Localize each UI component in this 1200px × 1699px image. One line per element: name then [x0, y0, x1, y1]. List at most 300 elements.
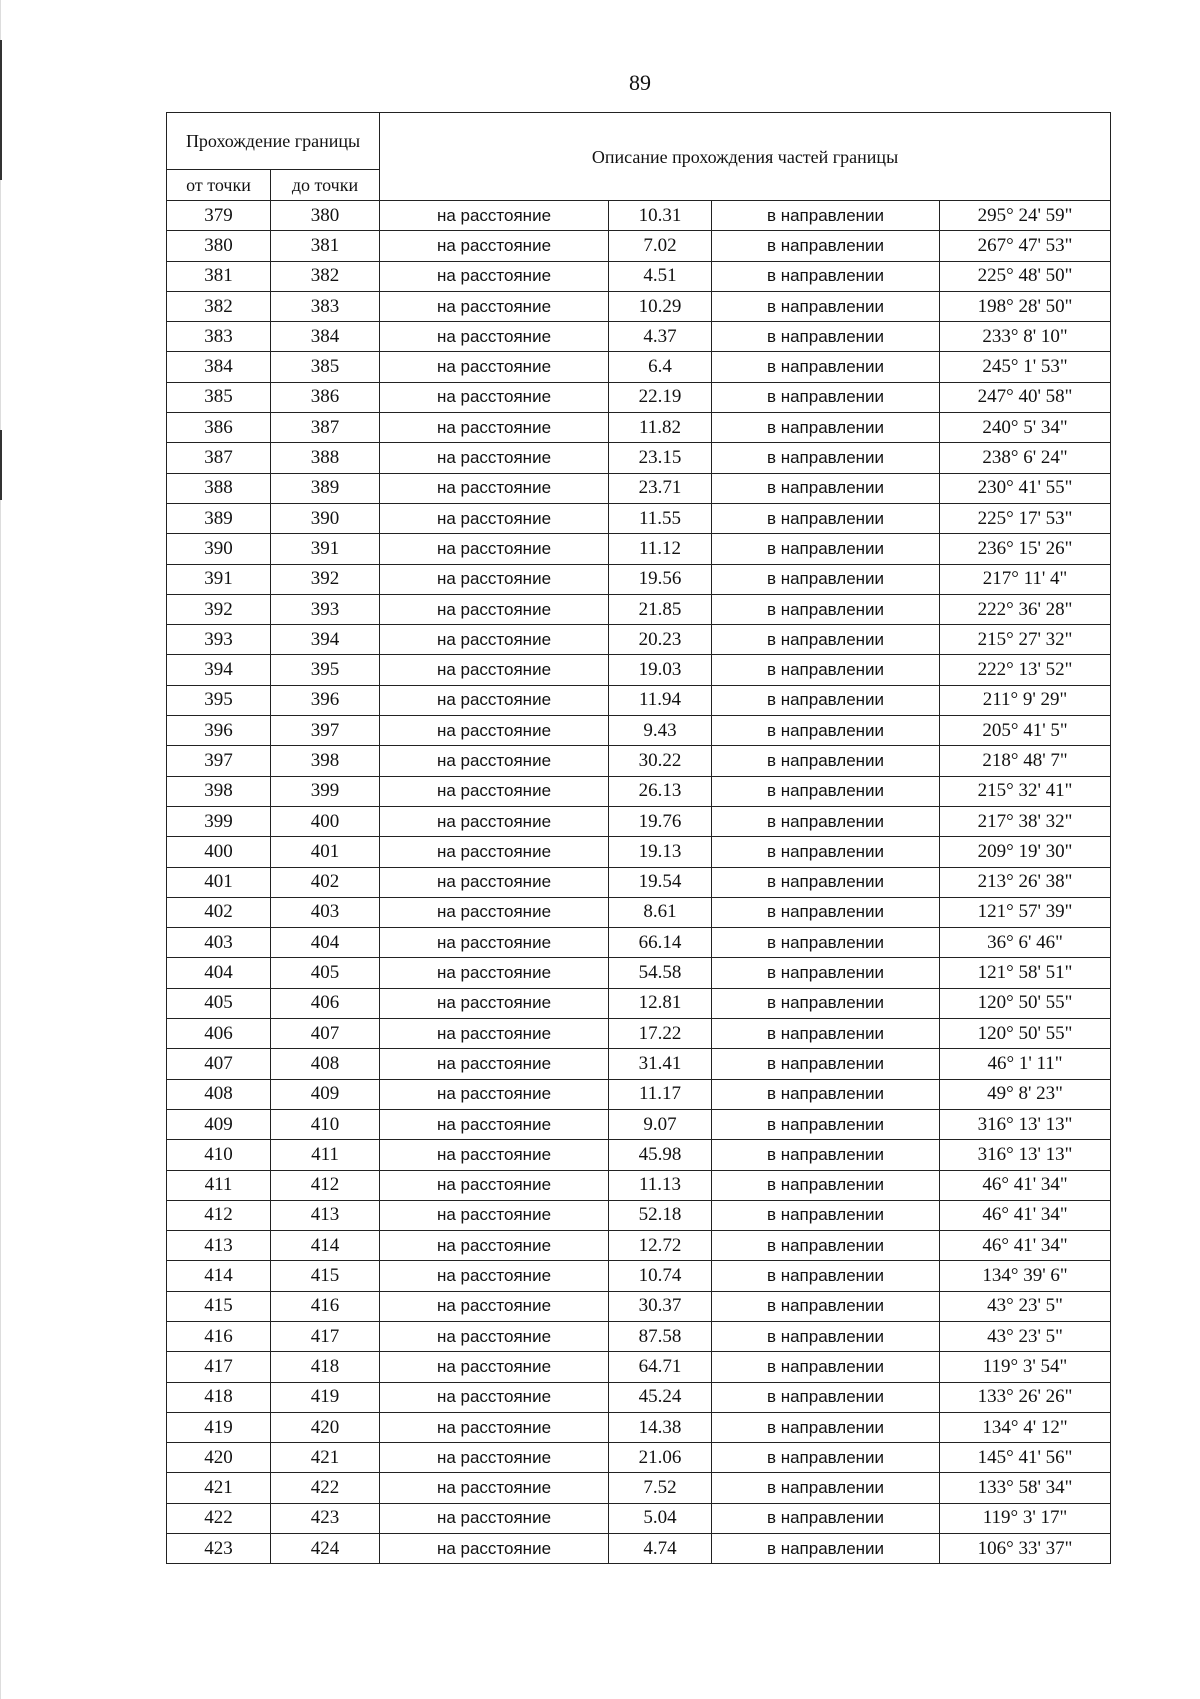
from-point-cell: 403 [167, 928, 271, 958]
direction-value-cell: 233° 8' 10" [940, 322, 1111, 352]
direction-label-cell: в направлении [712, 1049, 940, 1079]
table-row [167, 352, 1111, 382]
distance-value-cell: 23.15 [609, 443, 712, 473]
direction-value-cell: 217° 38' 32" [940, 806, 1111, 836]
to-point-cell: 380 [271, 201, 380, 231]
from-point-cell: 407 [167, 1049, 271, 1079]
distance-value-cell: 17.22 [609, 1019, 712, 1049]
direction-value-cell: 43° 23' 5" [940, 1291, 1111, 1321]
to-point-cell: 401 [271, 837, 380, 867]
distance-value-cell: 6.4 [609, 352, 712, 382]
to-point-cell: 396 [271, 685, 380, 715]
from-point-cell: 409 [167, 1109, 271, 1139]
direction-label-cell: в направлении [712, 1473, 940, 1503]
to-point-cell: 392 [271, 564, 380, 594]
distance-label-cell: на расстояние [380, 897, 609, 927]
table-row [167, 231, 1111, 261]
distance-value-cell: 26.13 [609, 776, 712, 806]
distance-value-cell: 30.37 [609, 1291, 712, 1321]
from-point-cell: 416 [167, 1321, 271, 1351]
from-point-cell: 382 [167, 291, 271, 321]
distance-value-cell: 10.74 [609, 1261, 712, 1291]
direction-label-cell: в направлении [712, 261, 940, 291]
table-row [167, 443, 1111, 473]
from-point-cell: 420 [167, 1443, 271, 1473]
distance-label-cell: на расстояние [380, 867, 609, 897]
distance-label-cell: на расстояние [380, 1321, 609, 1351]
distance-label-cell: на расстояние [380, 1109, 609, 1139]
direction-value-cell: 120° 50' 55" [940, 988, 1111, 1018]
distance-value-cell: 19.03 [609, 655, 712, 685]
distance-label-cell: на расстояние [380, 261, 609, 291]
distance-value-cell: 11.12 [609, 534, 712, 564]
from-point-cell: 385 [167, 382, 271, 412]
distance-value-cell: 19.56 [609, 564, 712, 594]
distance-value-cell: 20.23 [609, 625, 712, 655]
direction-value-cell: 222° 36' 28" [940, 594, 1111, 624]
distance-label-cell: на расстояние [380, 1443, 609, 1473]
from-point-cell: 401 [167, 867, 271, 897]
direction-value-cell: 247° 40' 58" [940, 382, 1111, 412]
table-row [167, 1200, 1111, 1230]
from-point-cell: 404 [167, 958, 271, 988]
to-point-cell: 411 [271, 1140, 380, 1170]
page-number: 89 [629, 70, 651, 95]
direction-label-cell: в направлении [712, 1170, 940, 1200]
distance-label-cell: на расстояние [380, 291, 609, 321]
direction-value-cell: 46° 41' 34" [940, 1231, 1111, 1261]
table-row [167, 776, 1111, 806]
table-row [167, 928, 1111, 958]
to-point-cell: 403 [271, 897, 380, 927]
direction-value-cell: 225° 17' 53" [940, 503, 1111, 533]
direction-value-cell: 209° 19' 30" [940, 837, 1111, 867]
table-row [167, 746, 1111, 776]
direction-label-cell: в направлении [712, 1503, 940, 1533]
distance-value-cell: 10.31 [609, 201, 712, 231]
distance-value-cell: 31.41 [609, 1049, 712, 1079]
direction-label-cell: в направлении [712, 473, 940, 503]
distance-value-cell: 9.43 [609, 716, 712, 746]
direction-label-cell: в направлении [712, 564, 940, 594]
to-point-cell: 382 [271, 261, 380, 291]
table-row [167, 897, 1111, 927]
from-point-cell: 418 [167, 1382, 271, 1412]
direction-label-cell: в направлении [712, 988, 940, 1018]
direction-label-cell: в направлении [712, 1109, 940, 1139]
table-row [167, 291, 1111, 321]
distance-value-cell: 52.18 [609, 1200, 712, 1230]
direction-value-cell: 133° 26' 26" [940, 1382, 1111, 1412]
to-point-cell: 384 [271, 322, 380, 352]
from-point-cell: 400 [167, 837, 271, 867]
direction-value-cell: 215° 27' 32" [940, 625, 1111, 655]
table-row [167, 716, 1111, 746]
direction-label-cell: в направлении [712, 746, 940, 776]
table-row [167, 382, 1111, 412]
distance-label-cell: на расстояние [380, 322, 609, 352]
from-point-cell: 389 [167, 503, 271, 533]
table-row [167, 655, 1111, 685]
table-row [167, 322, 1111, 352]
table-row [167, 1443, 1111, 1473]
distance-label-cell: на расстояние [380, 1352, 609, 1382]
direction-label-cell: в направлении [712, 231, 940, 261]
distance-label-cell: на расстояние [380, 352, 609, 382]
to-point-cell: 381 [271, 231, 380, 261]
from-point-cell: 415 [167, 1291, 271, 1321]
to-point-cell: 424 [271, 1534, 380, 1564]
to-point-cell: 393 [271, 594, 380, 624]
distance-value-cell: 10.29 [609, 291, 712, 321]
to-point-cell: 413 [271, 1200, 380, 1230]
direction-label-cell: в направлении [712, 897, 940, 927]
from-point-cell: 394 [167, 655, 271, 685]
table-row [167, 1412, 1111, 1442]
direction-value-cell: 316° 13' 13" [940, 1109, 1111, 1139]
table-row [167, 625, 1111, 655]
to-point-cell: 405 [271, 958, 380, 988]
table-row [167, 1534, 1111, 1564]
distance-value-cell: 11.82 [609, 413, 712, 443]
distance-label-cell: на расстояние [380, 716, 609, 746]
distance-value-cell: 11.13 [609, 1170, 712, 1200]
distance-label-cell: на расстояние [380, 1503, 609, 1533]
direction-label-cell: в направлении [712, 958, 940, 988]
distance-value-cell: 12.72 [609, 1231, 712, 1261]
direction-value-cell: 205° 41' 5" [940, 716, 1111, 746]
to-point-cell: 391 [271, 534, 380, 564]
table-row [167, 1049, 1111, 1079]
to-point-cell: 412 [271, 1170, 380, 1200]
direction-value-cell: 215° 32' 41" [940, 776, 1111, 806]
distance-value-cell: 87.58 [609, 1321, 712, 1351]
description-header: Описание прохождения частей границы [380, 113, 1111, 201]
scan-edge-mark [0, 40, 2, 180]
direction-label-cell: в направлении [712, 1261, 940, 1291]
distance-label-cell: на расстояние [380, 503, 609, 533]
distance-value-cell: 22.19 [609, 382, 712, 412]
from-point-cell: 402 [167, 897, 271, 927]
table-row [167, 1352, 1111, 1382]
to-point-cell: 385 [271, 352, 380, 382]
distance-value-cell: 54.58 [609, 958, 712, 988]
to-point-cell: 416 [271, 1291, 380, 1321]
direction-label-cell: в направлении [712, 1534, 940, 1564]
distance-value-cell: 64.71 [609, 1352, 712, 1382]
table-row [167, 1321, 1111, 1351]
direction-label-cell: в направлении [712, 1231, 940, 1261]
from-point-cell: 387 [167, 443, 271, 473]
distance-label-cell: на расстояние [380, 1382, 609, 1412]
direction-value-cell: 198° 28' 50" [940, 291, 1111, 321]
to-point-cell: 395 [271, 655, 380, 685]
distance-label-cell: на расстояние [380, 1079, 609, 1109]
direction-label-cell: в направлении [712, 1291, 940, 1321]
direction-label-cell: в направлении [712, 594, 940, 624]
distance-label-cell: на расстояние [380, 1200, 609, 1230]
table-row [167, 1109, 1111, 1139]
table-row [167, 594, 1111, 624]
from-point-cell: 417 [167, 1352, 271, 1382]
distance-label-cell: на расстояние [380, 988, 609, 1018]
direction-value-cell: 43° 23' 5" [940, 1321, 1111, 1351]
to-point-cell: 388 [271, 443, 380, 473]
from-point-cell: 411 [167, 1170, 271, 1200]
direction-value-cell: 222° 13' 52" [940, 655, 1111, 685]
to-point-cell: 404 [271, 928, 380, 958]
direction-value-cell: 145° 41' 56" [940, 1443, 1111, 1473]
direction-label-cell: в направлении [712, 534, 940, 564]
from-point-cell: 381 [167, 261, 271, 291]
direction-value-cell: 120° 50' 55" [940, 1019, 1111, 1049]
direction-label-cell: в направлении [712, 1321, 940, 1351]
table-row [167, 1473, 1111, 1503]
to-point-cell: 418 [271, 1352, 380, 1382]
distance-label-cell: на расстояние [380, 685, 609, 715]
direction-label-cell: в направлении [712, 382, 940, 412]
boundary-table [166, 112, 1111, 1564]
distance-label-cell: на расстояние [380, 413, 609, 443]
distance-label-cell: на расстояние [380, 928, 609, 958]
direction-value-cell: 134° 4' 12" [940, 1412, 1111, 1442]
distance-label-cell: на расстояние [380, 746, 609, 776]
distance-value-cell: 19.13 [609, 837, 712, 867]
direction-label-cell: в направлении [712, 322, 940, 352]
distance-label-cell: на расстояние [380, 1473, 609, 1503]
table-row [167, 837, 1111, 867]
from-point-cell: 393 [167, 625, 271, 655]
direction-label-cell: в направлении [712, 443, 940, 473]
distance-value-cell: 9.07 [609, 1109, 712, 1139]
distance-value-cell: 11.55 [609, 503, 712, 533]
distance-value-cell: 8.61 [609, 897, 712, 927]
from-point-cell: 405 [167, 988, 271, 1018]
from-point-cell: 386 [167, 413, 271, 443]
direction-value-cell: 36° 6' 46" [940, 928, 1111, 958]
from-point-cell: 414 [167, 1261, 271, 1291]
table-row [167, 261, 1111, 291]
direction-value-cell: 49° 8' 23" [940, 1079, 1111, 1109]
direction-label-cell: в направлении [712, 867, 940, 897]
distance-value-cell: 11.94 [609, 685, 712, 715]
to-point-cell: 383 [271, 291, 380, 321]
direction-label-cell: в направлении [712, 1352, 940, 1382]
direction-value-cell: 217° 11' 4" [940, 564, 1111, 594]
to-point-cell: 410 [271, 1109, 380, 1139]
table-row [167, 806, 1111, 836]
distance-label-cell: на расстояние [380, 382, 609, 412]
table-row [167, 958, 1111, 988]
direction-value-cell: 240° 5' 34" [940, 413, 1111, 443]
distance-label-cell: на расстояние [380, 473, 609, 503]
direction-value-cell: 119° 3' 17" [940, 1503, 1111, 1533]
to-point-cell: 402 [271, 867, 380, 897]
to-point-cell: 387 [271, 413, 380, 443]
distance-label-cell: на расстояние [380, 1412, 609, 1442]
direction-label-cell: в направлении [712, 1443, 940, 1473]
from-point-cell: 380 [167, 231, 271, 261]
direction-value-cell: 211° 9' 29" [940, 685, 1111, 715]
distance-label-cell: на расстояние [380, 806, 609, 836]
from-point-cell: 406 [167, 1019, 271, 1049]
scan-edge-mark [0, 430, 2, 500]
table-row [167, 988, 1111, 1018]
from-point-cell: 383 [167, 322, 271, 352]
direction-label-cell: в направлении [712, 291, 940, 321]
to-point-cell: 415 [271, 1261, 380, 1291]
from-point-cell: 398 [167, 776, 271, 806]
table-row [167, 1503, 1111, 1533]
distance-value-cell: 19.76 [609, 806, 712, 836]
distance-value-cell: 23.71 [609, 473, 712, 503]
direction-label-cell: в направлении [712, 716, 940, 746]
scan-edge-mark [0, 0, 1, 1699]
direction-value-cell: 213° 26' 38" [940, 867, 1111, 897]
direction-label-cell: в направлении [712, 413, 940, 443]
distance-value-cell: 66.14 [609, 928, 712, 958]
to-point-cell: 406 [271, 988, 380, 1018]
distance-value-cell: 11.17 [609, 1079, 712, 1109]
table-row [167, 201, 1111, 231]
distance-label-cell: на расстояние [380, 443, 609, 473]
table-header [167, 113, 1111, 201]
distance-label-cell: на расстояние [380, 1049, 609, 1079]
table-row [167, 1019, 1111, 1049]
table-row [167, 413, 1111, 443]
to-point-cell: 421 [271, 1443, 380, 1473]
direction-value-cell: 230° 41' 55" [940, 473, 1111, 503]
direction-label-cell: в направлении [712, 1019, 940, 1049]
direction-label-cell: в направлении [712, 1079, 940, 1109]
distance-value-cell: 45.98 [609, 1140, 712, 1170]
direction-label-cell: в направлении [712, 1412, 940, 1442]
to-point-cell: 400 [271, 806, 380, 836]
table-row [167, 1140, 1111, 1170]
to-point-cell: 399 [271, 776, 380, 806]
table-row [167, 1231, 1111, 1261]
direction-value-cell: 238° 6' 24" [940, 443, 1111, 473]
distance-label-cell: на расстояние [380, 776, 609, 806]
direction-label-cell: в направлении [712, 928, 940, 958]
distance-value-cell: 5.04 [609, 1503, 712, 1533]
to-point-cell: 390 [271, 503, 380, 533]
table-row [167, 534, 1111, 564]
direction-value-cell: 218° 48' 7" [940, 746, 1111, 776]
direction-value-cell: 316° 13' 13" [940, 1140, 1111, 1170]
from-point-cell: 391 [167, 564, 271, 594]
from-point-cell: 399 [167, 806, 271, 836]
from-point-cell: 379 [167, 201, 271, 231]
to-point-cell: 394 [271, 625, 380, 655]
distance-label-cell: на расстояние [380, 534, 609, 564]
distance-label-cell: на расстояние [380, 958, 609, 988]
table-row [167, 503, 1111, 533]
direction-value-cell: 119° 3' 54" [940, 1352, 1111, 1382]
distance-value-cell: 12.81 [609, 988, 712, 1018]
distance-value-cell: 45.24 [609, 1382, 712, 1412]
direction-label-cell: в направлении [712, 655, 940, 685]
direction-value-cell: 133° 58' 34" [940, 1473, 1111, 1503]
distance-label-cell: на расстояние [380, 625, 609, 655]
distance-label-cell: на расстояние [380, 564, 609, 594]
distance-label-cell: на расстояние [380, 594, 609, 624]
to-point-cell: 407 [271, 1019, 380, 1049]
passage-header: Прохождение границы [167, 113, 380, 170]
distance-label-cell: на расстояние [380, 1534, 609, 1564]
to-point-header: до точки [271, 170, 380, 201]
direction-label-cell: в направлении [712, 1382, 940, 1412]
distance-label-cell: на расстояние [380, 1291, 609, 1321]
direction-value-cell: 267° 47' 53" [940, 231, 1111, 261]
to-point-cell: 417 [271, 1321, 380, 1351]
direction-value-cell: 46° 1' 11" [940, 1049, 1111, 1079]
from-point-cell: 408 [167, 1079, 271, 1109]
to-point-cell: 409 [271, 1079, 380, 1109]
table-row [167, 1291, 1111, 1321]
from-point-cell: 395 [167, 685, 271, 715]
distance-label-cell: на расстояние [380, 1140, 609, 1170]
direction-value-cell: 121° 57' 39" [940, 897, 1111, 927]
table-body [167, 201, 1111, 1564]
direction-value-cell: 225° 48' 50" [940, 261, 1111, 291]
direction-label-cell: в направлении [712, 352, 940, 382]
distance-label-cell: на расстояние [380, 201, 609, 231]
distance-value-cell: 4.51 [609, 261, 712, 291]
distance-value-cell: 21.06 [609, 1443, 712, 1473]
distance-value-cell: 4.37 [609, 322, 712, 352]
to-point-cell: 414 [271, 1231, 380, 1261]
table-row [167, 1261, 1111, 1291]
distance-value-cell: 4.74 [609, 1534, 712, 1564]
direction-label-cell: в направлении [712, 685, 940, 715]
from-point-cell: 397 [167, 746, 271, 776]
distance-label-cell: на расстояние [380, 1261, 609, 1291]
from-point-cell: 419 [167, 1412, 271, 1442]
to-point-cell: 397 [271, 716, 380, 746]
distance-value-cell: 7.02 [609, 231, 712, 261]
direction-label-cell: в направлении [712, 1140, 940, 1170]
to-point-cell: 408 [271, 1049, 380, 1079]
direction-label-cell: в направлении [712, 837, 940, 867]
distance-label-cell: на расстояние [380, 655, 609, 685]
direction-value-cell: 134° 39' 6" [940, 1261, 1111, 1291]
table-row [167, 1079, 1111, 1109]
table-row [167, 685, 1111, 715]
from-point-header: от точки [167, 170, 271, 201]
direction-value-cell: 46° 41' 34" [940, 1200, 1111, 1230]
from-point-cell: 412 [167, 1200, 271, 1230]
distance-label-cell: на расстояние [380, 837, 609, 867]
distance-value-cell: 19.54 [609, 867, 712, 897]
direction-value-cell: 245° 1' 53" [940, 352, 1111, 382]
distance-label-cell: на расстояние [380, 231, 609, 261]
table-row [167, 867, 1111, 897]
to-point-cell: 389 [271, 473, 380, 503]
direction-label-cell: в направлении [712, 625, 940, 655]
direction-value-cell: 106° 33' 37" [940, 1534, 1111, 1564]
direction-label-cell: в направлении [712, 503, 940, 533]
from-point-cell: 388 [167, 473, 271, 503]
direction-value-cell: 295° 24' 59" [940, 201, 1111, 231]
to-point-cell: 420 [271, 1412, 380, 1442]
direction-value-cell: 121° 58' 51" [940, 958, 1111, 988]
from-point-cell: 390 [167, 534, 271, 564]
from-point-cell: 396 [167, 716, 271, 746]
table-row [167, 1170, 1111, 1200]
to-point-cell: 386 [271, 382, 380, 412]
distance-label-cell: на расстояние [380, 1019, 609, 1049]
